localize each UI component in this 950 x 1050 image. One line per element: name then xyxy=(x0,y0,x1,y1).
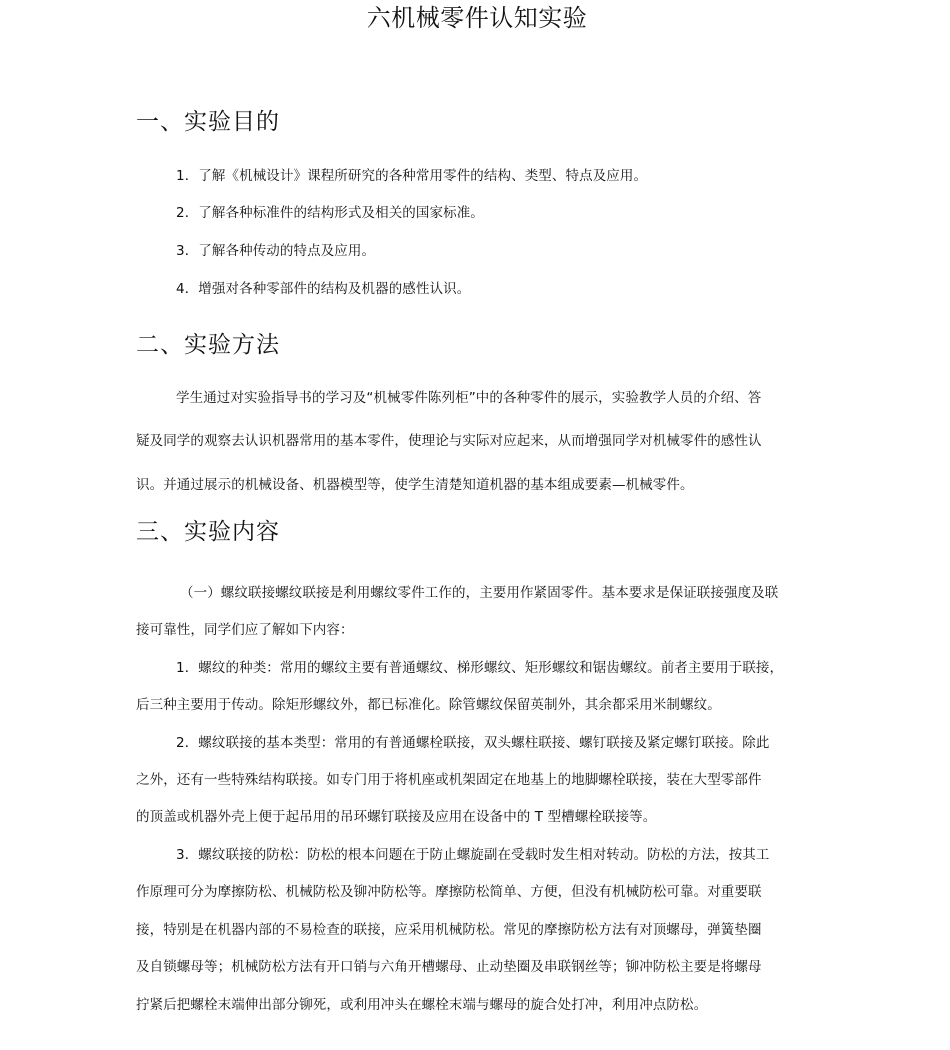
content-intro-line-1: （一）螺纹联接螺纹联接是利用螺纹零件工作的，主要用作紧固零件。基本要求是保证联接强度及联 xyxy=(180,585,779,601)
anti-loosening-line-3: 接，特别是在机器内部的不易检查的联接，应采用机械防松。常见的摩擦防松方法有对顶螺母，弹簧垫圈 xyxy=(136,922,762,938)
purpose-item-1: 1．了解《机械设计》课程所研究的各种常用零件的结构、类型、特点及应用。 xyxy=(176,168,648,184)
method-line-3: 识。并通过展示的机械设备、机器模型等，使学生清楚知道机器的基本组成要素—机械零件。 xyxy=(136,477,694,493)
thread-types-line-2: 后三种主要用于传动。除矩形螺纹外，都已标准化。除管螺纹保留英制外，其余都采用米制螺纹。 xyxy=(136,697,721,713)
section-heading-method: 二、实验方法 xyxy=(136,332,280,358)
section-heading-content: 三、实验内容 xyxy=(136,519,280,545)
purpose-item-4: 4．增强对各种零部件的结构及机器的感性认识。 xyxy=(176,281,471,297)
section-heading-purpose: 一、实验目的 xyxy=(136,109,280,135)
anti-loosening-line-4: 及自锁螺母等；机械防松方法有开口销与六角开槽螺母、止动垫圈及串联钢丝等；铆冲防松主要是将螺母 xyxy=(136,959,762,975)
connection-types-line-3: 的顶盖或机器外壳上便于起吊用的吊环螺钉联接及应用在设备中的 T 型槽螺栓联接等。 xyxy=(136,809,657,825)
anti-loosening-line-5: 拧紧后把螺栓末端伸出部分铆死，或利用冲头在螺栓末端与螺母的旋合处打冲，利用冲点防松。 xyxy=(136,997,708,1013)
connection-types-line-1: 2．螺纹联接的基本类型：常用的有普通螺栓联接，双头螺柱联接、螺钉联接及紧定螺钉联接。除此 xyxy=(176,735,770,751)
connection-types-line-2: 之外，还有一些特殊结构联接。如专门用于将机座或机架固定在地基上的地脚螺栓联接，装在大型零部件 xyxy=(136,772,762,788)
method-line-2: 疑及同学的观察去认识机器常用的基本零件，使理论与实际对应起来，从而增强同学对机械零件的感性认 xyxy=(136,433,762,449)
method-line-1: 学生通过对实验指导书的学习及“机械零件陈列柜”中的各种零件的展示，实验教学人员的介绍、答 xyxy=(176,390,762,406)
thread-types-line-1: 1．螺纹的种类：常用的螺纹主要有普通螺纹、梯形螺纹、矩形螺纹和锯齿螺纹。前者主要用于联接， xyxy=(176,660,784,676)
anti-loosening-line-1: 3．螺纹联接的防松：防松的根本问题在于防止螺旋副在受载时发生相对转动。防松的方法，按其工 xyxy=(176,847,770,863)
purpose-item-3: 3．了解各种传动的特点及应用。 xyxy=(176,243,376,259)
anti-loosening-line-2: 作原理可分为摩擦防松、机械防松及铆冲防松等。摩擦防松简单、方便，但没有机械防松可靠。对重要联 xyxy=(136,884,762,900)
purpose-item-2: 2．了解各种标准件的结构形式及相关的国家标准。 xyxy=(176,205,484,221)
document-title: 六机械零件认知实验 xyxy=(366,4,588,32)
content-intro-line-2: 接可靠性，同学们应了解如下内容： xyxy=(136,622,354,638)
